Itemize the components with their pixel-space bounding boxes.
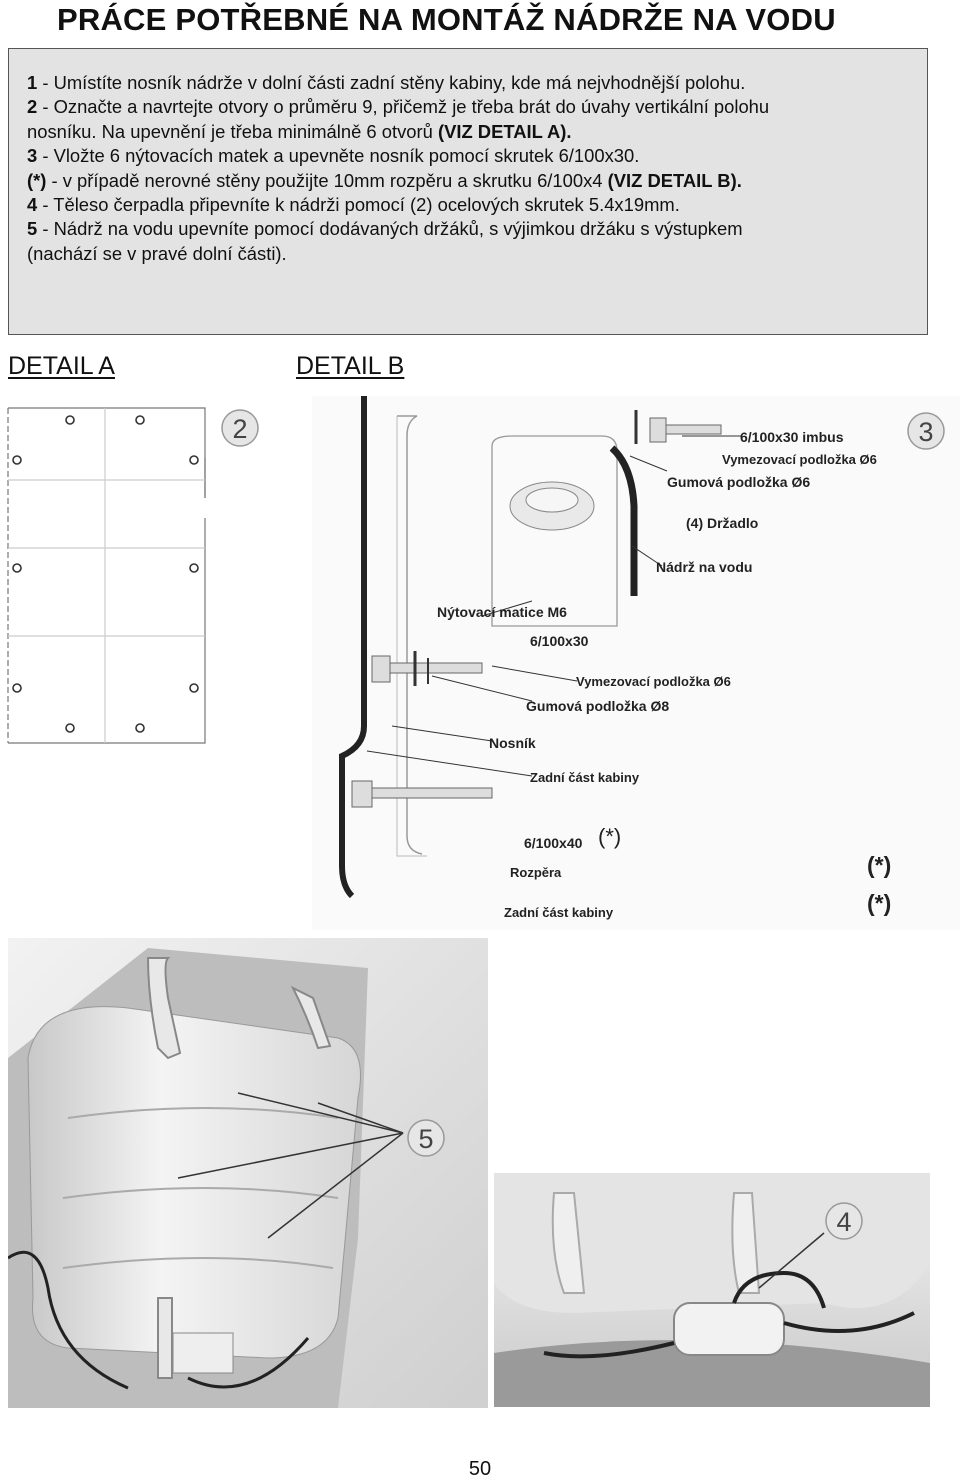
- step-5-badge: [408, 1120, 444, 1156]
- detail-b-drawing: [312, 396, 960, 930]
- svg-text:3: 3: [918, 417, 934, 447]
- instruction-line: 2 - Označte a navrtejte otvory o průměru 9, přičemž je třeba brát do úvahy vertikální polohu: [27, 96, 770, 118]
- instruction-line: 1 - Umístíte nosník nádrže v dolní části zadní stěny kabiny, kde má nejvhodnější polohu.: [27, 72, 746, 93]
- label-star3: (*): [867, 890, 892, 916]
- step-3-badge: [908, 413, 944, 449]
- step-2-badge: [222, 410, 258, 446]
- instruction-line: nosníku. Na upevnění je třeba minimálně 6 otvorů (VIZ DETAIL A).: [27, 120, 572, 142]
- instruction-line: (nachází se v pravé dolní části).: [27, 242, 287, 264]
- instructions-box: [8, 48, 928, 335]
- instructions-list: [27, 71, 769, 266]
- label-screw40: 6/100x40: [524, 835, 583, 851]
- instruction-line: (*) - v případě nerovné stěny použijte 10mm rozpěru a skrutku 6/100x4 (VIZ DETAIL B).: [27, 169, 742, 191]
- label-beam: Nosník: [489, 735, 536, 751]
- label-wall1: Zadní část kabiny: [530, 770, 640, 785]
- detail-a-heading: DETAIL A: [8, 352, 115, 380]
- label-washer6: Vymezovací podložka Ø6: [576, 674, 731, 689]
- label-wall2: Zadní část kabiny: [504, 905, 614, 920]
- page-number: 50: [468, 1458, 492, 1480]
- instruction-line: 3 - Vložte 6 nýtovacích matek a upevněte nosník pomocí skrutek 6/100x30.: [27, 145, 640, 167]
- step-4-badge: [826, 1203, 862, 1239]
- label-screw30: 6/100x30: [530, 633, 589, 649]
- label-rivet-nut: Nýtovací matice M6: [437, 604, 567, 620]
- pump-photo: [494, 1173, 930, 1407]
- svg-text:4: 4: [836, 1207, 852, 1237]
- instruction-line: 4 - Těleso čerpadla připevníte k nádrži pomocí (2) ocelových skrutek 5.4x19mm.: [27, 194, 680, 216]
- svg-text:2: 2: [232, 414, 248, 444]
- detail-a-drawing: [0, 398, 270, 748]
- tank-photo: [8, 938, 488, 1408]
- label-imbus: 6/100x30 imbus: [740, 429, 844, 445]
- label-handle: (4) Držadlo: [686, 515, 759, 531]
- label-washer6-top: Vymezovací podložka Ø6: [722, 452, 877, 467]
- label-rubber8: Gumová podložka Ø8: [526, 698, 670, 714]
- page-title: PRÁCE POTŘEBNÉ NA MONTÁŽ NÁDRŽE NA VODU: [57, 2, 836, 37]
- label-tank: Nádrž na vodu: [656, 559, 753, 575]
- label-rubber6: Gumová podložka Ø6: [667, 474, 811, 490]
- label-star1: (*): [598, 824, 622, 849]
- instruction-line: 5 - Nádrž na vodu upevníte pomocí dodávaných držáků, s výjimkou držáku s výstupkem: [27, 218, 743, 240]
- label-spacer: Rozpěra: [510, 865, 562, 880]
- svg-text:5: 5: [418, 1124, 434, 1154]
- detail-b-heading: DETAIL B: [296, 352, 405, 380]
- label-star2: (*): [867, 852, 892, 878]
